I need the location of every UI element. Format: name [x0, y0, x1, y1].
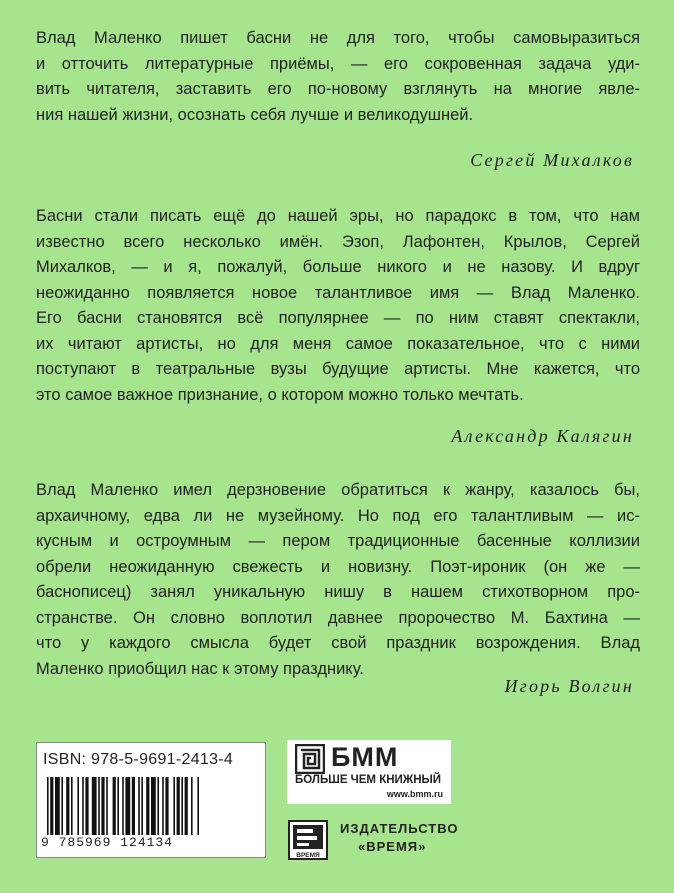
blurb-line: Его басни становятся всё популярнее — по ним ставят спектакли,: [36, 309, 640, 327]
blurb-line: Влад Маленко имел дерзновение обратиться к жанру, казалось бы,: [36, 481, 640, 499]
vremya-logo-text: ВРЕМЯ: [296, 852, 320, 859]
barcode-bar: [113, 777, 116, 835]
barcode-bar: [151, 777, 156, 835]
barcode-bar: [177, 777, 180, 835]
barcode-bar: [181, 777, 183, 835]
barcode-bar: [82, 777, 84, 835]
vremya-logo-icon: [288, 820, 328, 860]
barcode-bar: [77, 777, 79, 835]
barcode-bar: [47, 777, 49, 835]
barcode-bar: [66, 777, 69, 835]
barcode-bars: [47, 777, 257, 835]
barcode-bar: [141, 777, 143, 835]
blurb-line: кусным и остроумным — пером традиционные басенные коллизии: [36, 532, 640, 550]
blurb-1-author: Сергей Михалков: [470, 150, 634, 170]
blurb-line: Михалков, — и я, пожалуй, больше никого и не назову. И вдруг: [36, 258, 640, 276]
barcode-bar: [162, 777, 164, 835]
bmm-slogan: БОЛЬШЕ ЧЕМ КНИЖНЫЙ: [295, 774, 442, 786]
publisher-line-1: ИЗДАТЕЛЬСТВО: [340, 821, 459, 836]
blurb-line: Басни стали писать ещё до нашей эры, но парадокс в том, что нам: [36, 207, 640, 225]
barcode-bar: [71, 777, 73, 835]
blurb-line: это самое важное признание, о котором можно только мечтать.: [36, 385, 524, 404]
blurb-line: вить читателя, заставить его по-новому взглянуть на многие явле-: [36, 80, 640, 98]
barcode-bar: [55, 777, 60, 835]
blurb-3-author: Игорь Волгин: [504, 676, 634, 696]
barcode-bar: [50, 777, 53, 835]
blurb-line: их читают артисты, но для меня самое показательное, что с ними: [36, 334, 640, 353]
barcode-bar: [173, 777, 175, 835]
blurb-line: Маленко приобщил нас к этому празднику.: [36, 659, 364, 678]
barcode-bar: [185, 777, 188, 835]
bmm-spiral-icon: [295, 744, 325, 774]
barcode-bar: [157, 777, 159, 835]
blurb-line: обрели неожиданную свежесть и новизну. Поэт-ироник (он же —: [36, 557, 640, 576]
barcode-bar: [117, 777, 119, 835]
blurb-line: и отточить литературные приёмы, — его сокровенная задача уди-: [36, 54, 640, 73]
blurb-2-text: [36, 204, 640, 408]
isbn-barcode: [36, 742, 266, 858]
barcode-bar: [61, 777, 63, 835]
barcode-bar: [98, 777, 100, 835]
blurb-line: ния нашей жизни, осознать себя лучше и великодушней.: [36, 105, 474, 124]
barcode-bar: [92, 777, 97, 835]
barcode-bar: [125, 777, 130, 835]
barcode-bar: [197, 777, 199, 835]
barcode-bar: [122, 777, 124, 835]
blurb-line: архаичному, едва ли не музейному. Но под его талантливым — ис-: [36, 506, 640, 525]
blurb-line: поступают в театральные вузы будущие артисты. Мне кажется, что: [36, 360, 640, 378]
barcode-bar: [106, 777, 108, 835]
barcode-bar: [138, 777, 140, 835]
blurb-line: известно всего несколько имён. Эзоп, Лафонтен, Крылов, Сергей: [36, 232, 640, 251]
bmm-url: www.bmm.ru: [386, 789, 443, 799]
barcode-bar: [101, 777, 104, 835]
blurb-1-text: [36, 26, 640, 128]
blurb-line: неожиданно появляется новое талантливое имя — Влад Маленко.: [36, 283, 640, 302]
barcode-digits: 9 785969 124134: [41, 835, 174, 850]
bmm-publisher-block: [287, 740, 451, 804]
blurb-line: Влад Маленко пишет басни не для того, чтобы самовыразиться: [36, 29, 640, 47]
blurb-3-text: [36, 478, 640, 682]
blurb-2-author: Александр Калягин: [451, 426, 634, 446]
blurb-line: странстве. Он словно воплотил давнее пророчество М. Бахтина —: [36, 608, 640, 627]
blurb-line: что у каждого смысла будет свой праздник возрождения. Влад: [36, 634, 640, 652]
barcode-bar: [146, 777, 149, 835]
blurb-line: баснописец) занял уникальную нишу в нашем стихотворном про-: [36, 583, 640, 601]
publisher-line-2: «ВРЕМЯ»: [358, 839, 427, 854]
barcode-bar: [165, 777, 168, 835]
barcode-bar: [85, 777, 88, 835]
bmm-name: БММ: [331, 742, 399, 772]
barcode-bar: [191, 777, 193, 835]
isbn-label: ISBN: 978-5-9691-2413-4: [43, 751, 234, 768]
barcode-bar: [132, 777, 135, 835]
